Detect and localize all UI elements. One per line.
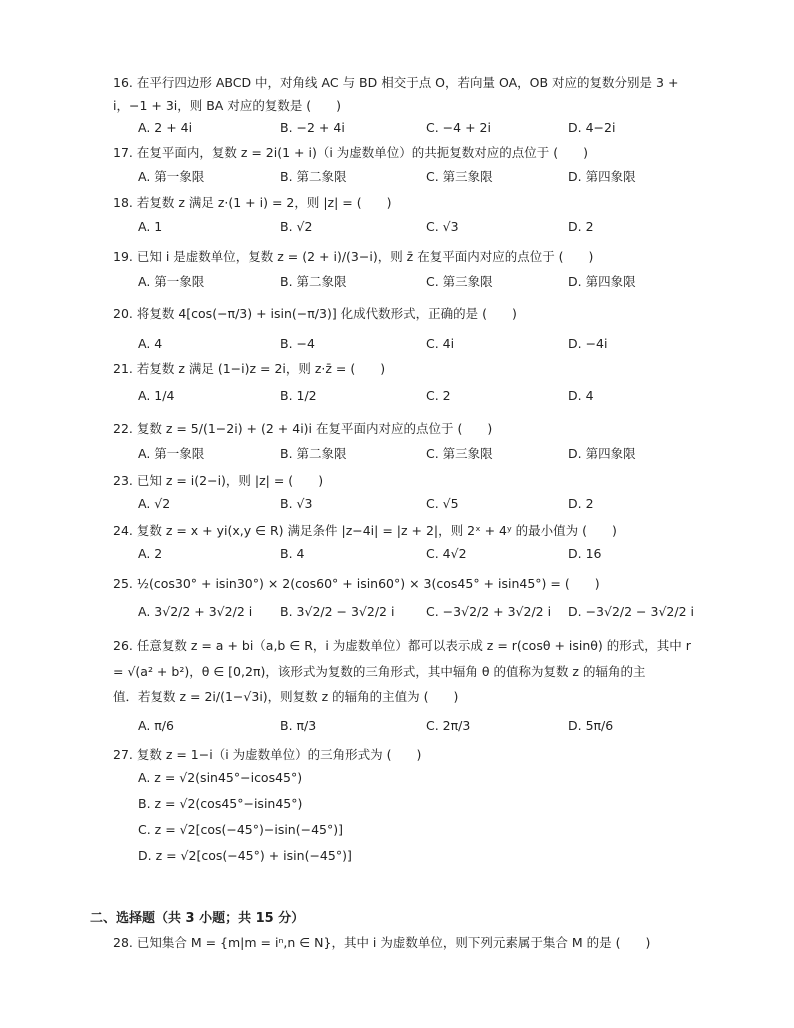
question-25: 25. ½(cos30° + isin30°) × 2(cos60° + isin60°) × 3(cos45° + isin45°) = ( )	[113, 576, 600, 591]
question-28: 28. 已知集合 M = {m|m = iⁿ,n ∈ N}，其中 i 为虚数单位，则下列元素属于集合 M 的是 ( )	[113, 935, 651, 950]
option-d[interactable]: D. 16	[568, 546, 602, 561]
option-c[interactable]: C. 第三象限	[426, 274, 493, 289]
option-a[interactable]: A. 4	[138, 336, 163, 351]
question-24: 24. 复数 z = x + yi(x,y ∈ R) 满足条件 |z−4i| = |z + 2|，则 2ˣ + 4ʸ 的最小值为 ( )	[113, 523, 617, 538]
option-b[interactable]: B. 第二象限	[280, 446, 347, 461]
option-a[interactable]: A. 第一象限	[138, 274, 205, 289]
option-a[interactable]: A. 1	[138, 219, 163, 234]
option-b[interactable]: B. 第二象限	[280, 274, 347, 289]
option-c[interactable]: C. −3√2/2 + 3√2/2 i	[426, 604, 552, 619]
question-16-line-2: i，−1 + 3i，则 BA 对应的复数是 ( )	[113, 98, 342, 113]
option-c[interactable]: C. 第三象限	[426, 446, 493, 461]
question-18-options	[138, 217, 698, 237]
question-24-options	[138, 544, 698, 564]
option-a[interactable]: A. π/6	[138, 718, 174, 733]
question-26-options	[138, 716, 698, 736]
option-c[interactable]: C. −4 + 2i	[426, 120, 491, 135]
option-b[interactable]: B. √2	[280, 219, 313, 234]
option-c[interactable]: C. √3	[426, 219, 459, 234]
question-27: 27. 复数 z = 1−i（i 为虚数单位）的三角形式为 ( )	[113, 747, 422, 762]
option-c[interactable]: C. √5	[426, 496, 459, 511]
option-d[interactable]: D. 4−2i	[568, 120, 616, 135]
option-d[interactable]: D. −4i	[568, 336, 608, 351]
question-19-options	[138, 272, 698, 292]
question-20-options	[138, 334, 698, 354]
option-d[interactable]: D. 第四象限	[568, 446, 636, 461]
option-d[interactable]: D. 4	[568, 388, 594, 403]
question-22: 22. 复数 z = 5/(1−2i) + (2 + 4i)i 在复平面内对应的点位于 ( )	[113, 421, 493, 436]
option-a[interactable]: A. 2	[138, 546, 163, 561]
option-c[interactable]: C. 2	[426, 388, 451, 403]
option-b[interactable]: B. −4	[280, 336, 315, 351]
option-c[interactable]: C. z = √2[cos(−45°)−isin(−45°)]	[138, 822, 343, 837]
question-19: 19. 已知 i 是虚数单位，复数 z = (2 + i)/(3−i)，则 z̄ 在复平面内对应的点位于 ( )	[113, 249, 594, 264]
option-a[interactable]: A. z = √2(sin45°−icos45°)	[138, 770, 303, 785]
option-b[interactable]: B. √3	[280, 496, 313, 511]
option-d[interactable]: D. 第四象限	[568, 274, 636, 289]
option-d[interactable]: D. z = √2[cos(−45°) + isin(−45°)]	[138, 848, 352, 863]
option-c[interactable]: C. 4√2	[426, 546, 467, 561]
option-b[interactable]: B. −2 + 4i	[280, 120, 345, 135]
option-c[interactable]: C. 4i	[426, 336, 455, 351]
option-c[interactable]: C. 第三象限	[426, 169, 493, 184]
question-23-options	[138, 494, 698, 514]
option-a[interactable]: A. 第一象限	[138, 169, 205, 184]
option-b[interactable]: B. z = √2(cos45°−isin45°)	[138, 796, 303, 811]
option-b[interactable]: B. 1/2	[280, 388, 317, 403]
question-23: 23. 已知 z = i(2−i)，则 |z| = ( )	[113, 473, 324, 488]
option-a[interactable]: A. 1/4	[138, 388, 175, 403]
question-26-line-1: 26. 任意复数 z = a + bi（a,b ∈ R，i 为虚数单位）都可以表示成 z = r(cosθ + isinθ) 的形式，其中 r	[113, 638, 691, 653]
option-d[interactable]: D. 2	[568, 496, 594, 511]
question-25-options	[138, 602, 698, 622]
option-a[interactable]: A. √2	[138, 496, 171, 511]
question-17: 17. 在复平面内，复数 z = 2i(1 + i)（i 为虚数单位）的共扼复数对应的点位于 ( )	[113, 145, 589, 160]
question-26-line-2: = √(a² + b²)，θ ∈ [0,2π)，该形式为复数的三角形式，其中辐角 θ 的值称为复数 z 的辐角的主	[113, 664, 646, 679]
question-17-options	[138, 167, 698, 187]
option-d[interactable]: D. −3√2/2 − 3√2/2 i	[568, 604, 694, 619]
option-b[interactable]: B. 第二象限	[280, 169, 347, 184]
option-c[interactable]: C. 2π/3	[426, 718, 471, 733]
option-b[interactable]: B. π/3	[280, 718, 317, 733]
section-2-title: 二、选择题（共 3 小题；共 15 分）	[90, 911, 305, 926]
option-d[interactable]: D. 第四象限	[568, 169, 636, 184]
option-d[interactable]: D. 2	[568, 219, 594, 234]
question-16-line-1: 16. 在平行四边形 ABCD 中，对角线 AC 与 BD 相交于点 O，若向量 OA，OB 对应的复数分别是 3 +	[113, 75, 679, 90]
option-d[interactable]: D. 5π/6	[568, 718, 614, 733]
option-a[interactable]: A. 2 + 4i	[138, 120, 193, 135]
question-16-options	[138, 118, 698, 138]
option-b[interactable]: B. 4	[280, 546, 305, 561]
option-b[interactable]: B. 3√2/2 − 3√2/2 i	[280, 604, 395, 619]
question-18: 18. 若复数 z 满足 z·(1 + i) = 2，则 |z| = ( )	[113, 195, 392, 210]
option-a[interactable]: A. 第一象限	[138, 446, 205, 461]
option-a[interactable]: A. 3√2/2 + 3√2/2 i	[138, 604, 253, 619]
question-20: 20. 将复数 4[cos(−π/3) + isin(−π/3)] 化成代数形式，正确的是 ( )	[113, 306, 517, 321]
question-22-options	[138, 444, 698, 464]
question-21-options	[138, 386, 698, 406]
question-21: 21. 若复数 z 满足 (1−i)z = 2i，则 z·z̄ = ( )	[113, 361, 386, 376]
question-26-line-3: 值．若复数 z = 2i/(1−√3i)，则复数 z 的辐角的主值为 ( )	[113, 689, 459, 704]
